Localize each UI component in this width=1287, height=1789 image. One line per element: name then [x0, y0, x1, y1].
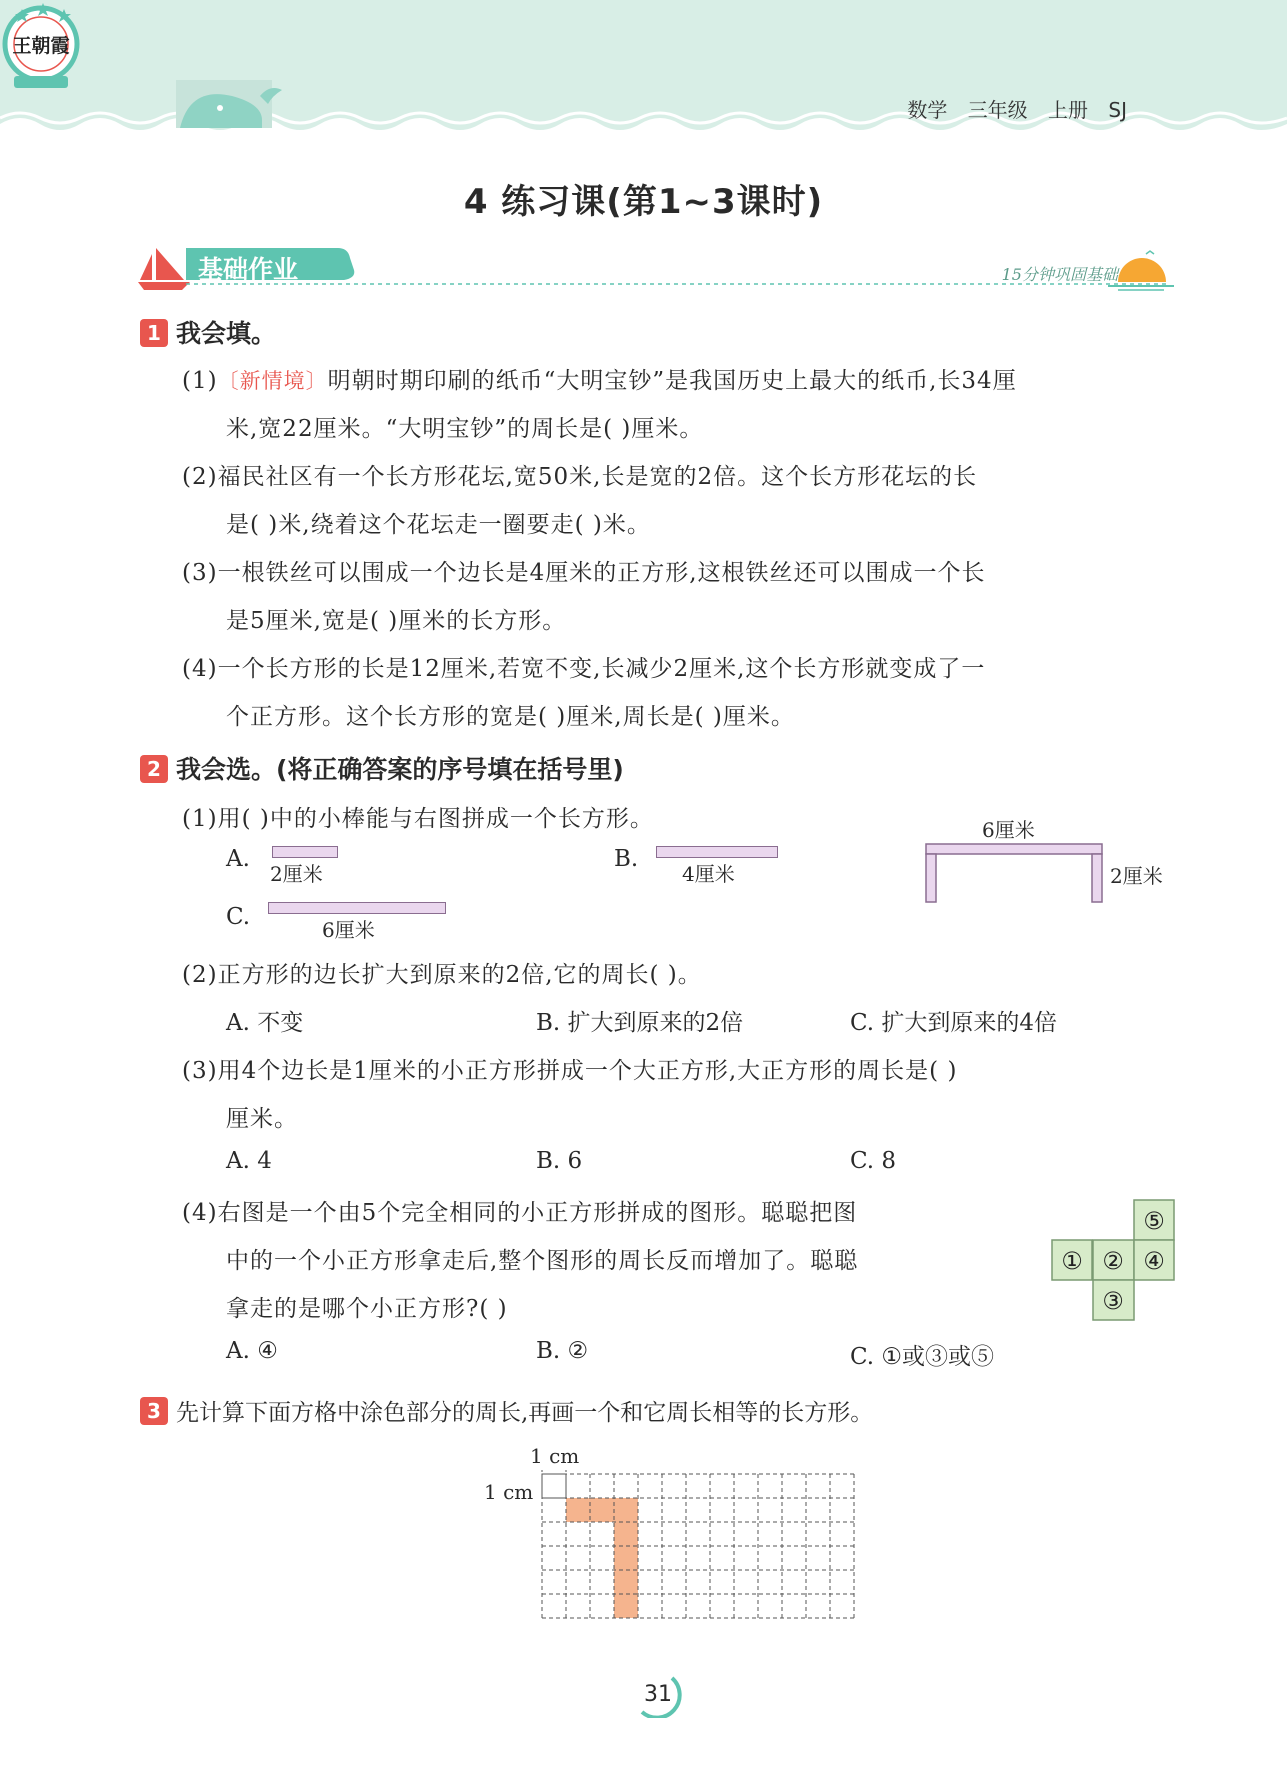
question-1-heading: [140, 314, 276, 350]
q1-part1-line2: 米,宽22厘米。“大明宝钞”的周长是( )厘米。: [226, 416, 704, 442]
brand-name: 王朝霞: [12, 35, 70, 57]
question-number: 3: [140, 1397, 168, 1425]
page-number: [628, 1672, 688, 1718]
q2-p3-option-c: C. 8: [850, 1148, 897, 1174]
page-number-text: 31: [644, 1682, 672, 1707]
section-label: 基础作业: [198, 255, 299, 284]
q2-part2-text: (2)正方形的边长扩大到原来的2倍,它的周长( )。: [182, 962, 702, 988]
square-5-label: ⑤: [1143, 1207, 1165, 1235]
q1-part1-line1: [182, 362, 1017, 395]
square-3-label: ③: [1102, 1287, 1124, 1315]
question-text: 先计算下面方格中涂色部分的周长,再画一个和它周长相等的长方形。: [176, 1400, 874, 1426]
q2-part3-line2: 厘米。: [226, 1106, 298, 1132]
q2-p1-option-c-letter: C.: [226, 904, 251, 930]
q2-p4-option-c: C. ①或③或⑤: [850, 1344, 995, 1370]
stick-6cm: [268, 902, 446, 914]
figure-side-length-label: 2厘米: [1110, 864, 1163, 888]
grid-unit-x-label: 1 cm: [530, 1444, 580, 1468]
question-3-heading: [140, 1394, 873, 1427]
q2-p4-option-a: A. ④: [226, 1338, 278, 1364]
q2-p1-option-b-letter: B.: [614, 846, 639, 872]
shaded-shape: [566, 1498, 638, 1618]
q1-part3-line2: 是5厘米,宽是( )厘米的长方形。: [226, 608, 567, 634]
page-title: 4 练习课(第1~3课时): [463, 182, 824, 222]
page-header: [0, 0, 1287, 150]
new-context-tag: 〔新情境〕: [217, 369, 328, 393]
q2-p1-option-a-label: 2厘米: [270, 862, 323, 886]
q2-p4-option-b: B. ②: [536, 1338, 589, 1364]
grid-unit-y-label: 1 cm: [484, 1480, 534, 1504]
volume: 上册: [1048, 98, 1089, 122]
q2-p3-option-b: B. 6: [536, 1148, 583, 1174]
q2-part4-line3: 拿走的是哪个小正方形?( ): [226, 1296, 508, 1322]
section-time-note: 15分钟巩固基础: [1001, 265, 1118, 284]
square-4-label: ④: [1143, 1247, 1165, 1275]
incomplete-rectangle-figure: [922, 840, 1112, 906]
stick-2cm: [272, 846, 338, 858]
q1-part4-line1: (4)一个长方形的长是12厘米,若宽不变,长减少2厘米,这个长方形就变成了一: [182, 656, 986, 682]
figure-top-length-label: 6厘米: [982, 818, 1035, 842]
whale-icon: [176, 80, 282, 128]
dotted-grid: [540, 1470, 876, 1644]
q2-p1-option-c-label: 6厘米: [322, 918, 375, 942]
q2-part4-line2: 中的一个小正方形拿走后,整个图形的周长反而增加了。聪聪: [226, 1248, 859, 1274]
brand-logo: [0, 0, 82, 92]
part-text: 明朝时期印刷的纸币“大明宝钞”是我国历史上最大的纸币,长34厘: [327, 368, 1017, 394]
edition: SJ: [1108, 98, 1127, 122]
q2-p1-option-b-label: 4厘米: [682, 862, 735, 886]
section-bar: [138, 244, 1178, 294]
square-2-label: ②: [1102, 1247, 1124, 1275]
q1-part3-line1: (3)一根铁丝可以围成一个边长是4厘米的正方形,这根铁丝还可以围成一个长: [182, 560, 986, 586]
q2-p1-option-a-letter: A.: [226, 846, 250, 872]
five-squares-figure: [1050, 1198, 1178, 1328]
question-2-heading: [140, 750, 624, 786]
subject: 数学: [907, 98, 948, 122]
part-number: (1): [182, 368, 218, 394]
q2-part3-line1: (3)用4个边长是1厘米的小正方形拼成一个大正方形,大正方形的周长是( ): [182, 1058, 958, 1084]
grade: 三年级: [967, 98, 1028, 122]
q2-p3-option-a: A. 4: [226, 1148, 272, 1174]
q1-part2-line1: (2)福民社区有一个长方形花坛,宽50米,长是宽的2倍。这个长方形花坛的长: [182, 464, 978, 490]
question-number: 1: [140, 319, 168, 347]
q2-p2-option-a: A. 不变: [226, 1010, 304, 1036]
q2-p2-option-b: B. 扩大到原来的2倍: [536, 1010, 744, 1036]
stick-4cm: [656, 846, 778, 858]
square-1-label: ①: [1061, 1247, 1083, 1275]
q2-part4-line1: (4)右图是一个由5个完全相同的小正方形拼成的图形。聪聪把图: [182, 1200, 858, 1226]
question-title: 我会选。(将正确答案的序号填在括号里): [176, 755, 624, 784]
q2-part1-text: (1)用( )中的小棒能与右图拼成一个长方形。: [182, 806, 654, 832]
header-wave-decoration: [0, 0, 1287, 150]
question-title: 我会填。: [176, 319, 277, 348]
book-info: [907, 94, 1127, 123]
sailboat-icon: [138, 248, 190, 290]
question-number: 2: [140, 755, 168, 783]
q1-part4-line2: 个正方形。这个长方形的宽是( )厘米,周长是( )厘米。: [226, 704, 795, 730]
q1-part2-line2: 是( )米,绕着这个花坛走一圈要走( )米。: [226, 512, 651, 538]
q2-p2-option-c: C. 扩大到原来的4倍: [850, 1010, 1058, 1036]
